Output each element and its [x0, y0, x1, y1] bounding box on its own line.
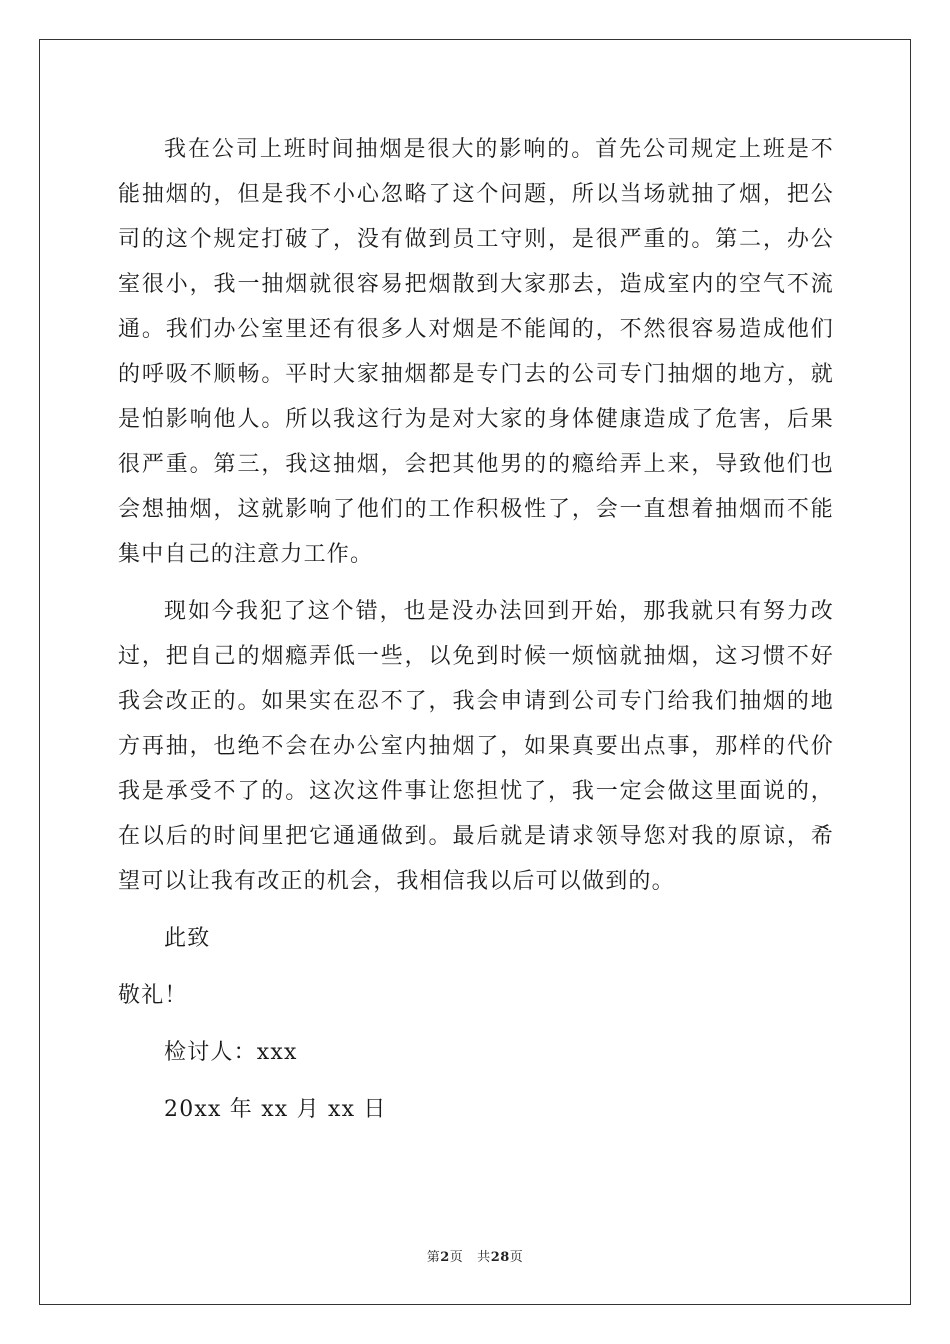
salute-line: 敬礼！: [118, 983, 188, 1008]
paragraph-2: 现如今我犯了这个错，也是没办法回到开始，那我就只有努力改过，把自己的烟瘾弄低一些，以免到时候一烦恼就抽烟，这习惯不好我会改正的。如果实在忍不了，我会申请到公司专门给我们抽烟的地方再抽，也绝不会在办公室内抽烟了，如果真要出点事，那样的代价我是承受不了的。这次这件事让您担忧了，我一定会做这里面说的，在以后的时间里把它通通做到。最后就是请求领导您对我的原谅，希望可以让我有改正的机会，我相信我以后可以做到的。: [118, 599, 834, 894]
total-unit: 页: [509, 1250, 524, 1265]
current-page-number: 2: [440, 1250, 450, 1265]
document-body: [118, 127, 834, 1144]
page-number-footer: [0, 1246, 950, 1265]
signature-line: 检讨人：xxx: [164, 1040, 298, 1065]
closing-line: 此致: [164, 926, 211, 951]
page-unit: 页: [449, 1250, 464, 1265]
page-prefix: 第: [426, 1250, 441, 1265]
total-prefix: 共: [477, 1250, 491, 1265]
paragraph-1: 我在公司上班时间抽烟是很大的影响的。首先公司规定上班是不能抽烟的，但是我不小心忽略了这个问题，所以当场就抽了烟，把公司的这个规定打破了，没有做到员工守则，是很严重的。第二，办公室很小，我一抽烟就很容易把烟散到大家那去，造成室内的空气不流通。我们办公室里还有很多人对烟是不能闻的，不然很容易造成他们的呼吸不顺畅。平时大家抽烟都是专门去的公司专门抽烟的地方，就是怕影响他人。所以我这行为是对大家的身体健康造成了危害，后果很严重。第三，我这抽烟，会把其他男的的瘾给弄上来，导致他们也会想抽烟，这就影响了他们的工作积极性了，会一直想着抽烟而不能集中自己的注意力工作。: [118, 137, 834, 567]
date-line: 20xx 年 xx 月 xx 日: [164, 1097, 387, 1122]
total-page-number: 28: [490, 1250, 510, 1265]
